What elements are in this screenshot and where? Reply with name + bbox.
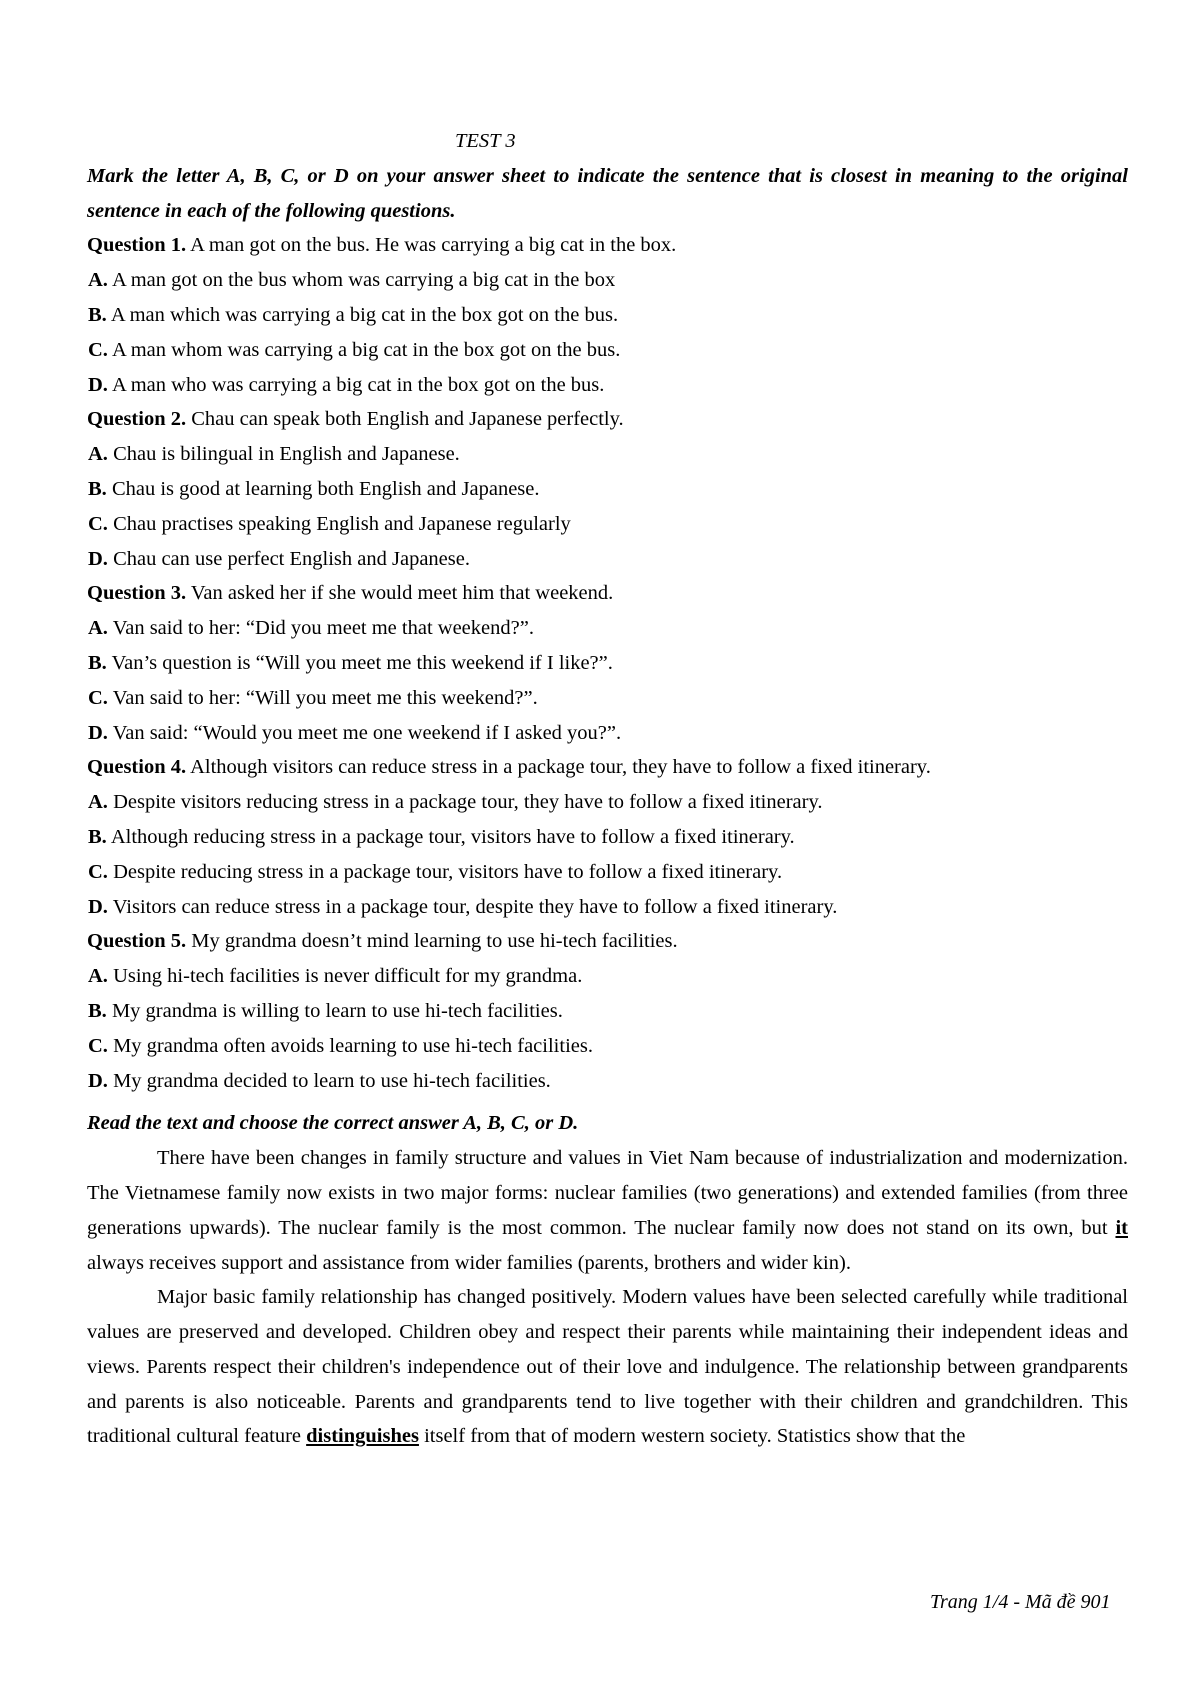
question-label: Question 1. xyxy=(87,234,187,257)
option-text: Van’s question is “Will you meet me this weekend if I like?”. xyxy=(111,651,613,674)
section-instruction: Mark the letter A, B, C, or D on your answer sheet to indicate the sentence that is closest in meaning to the original sentence in each of the following questions. xyxy=(87,164,1128,222)
question-text: Although visitors can reduce stress in a package tour, they have to follow a fixed itinerary. xyxy=(190,756,931,779)
option-letter: A. xyxy=(88,443,108,466)
option-letter: B. xyxy=(88,651,107,674)
answer-option[interactable] xyxy=(87,890,1128,925)
question-label: Question 2. xyxy=(87,408,187,431)
answer-option[interactable] xyxy=(87,507,1128,542)
option-text: A man whom was carrying a big cat in the box got on the bus. xyxy=(111,338,621,361)
option-letter: D. xyxy=(88,1069,108,1092)
option-letter: D. xyxy=(88,373,108,396)
answer-option[interactable] xyxy=(87,716,1128,751)
answer-option[interactable] xyxy=(87,959,1128,994)
underlined-word: distinguishes xyxy=(306,1425,419,1448)
option-text: Despite visitors reducing stress in a package tour, they have to follow a fixed itinerary. xyxy=(113,791,823,814)
underlined-word: it xyxy=(1115,1216,1128,1239)
option-text: Visitors can reduce stress in a package tour, despite they have to follow a fixed itinerary. xyxy=(112,895,838,918)
question-block xyxy=(87,402,1128,576)
reading-paragraph-1 xyxy=(87,1141,1128,1280)
option-text: My grandma is willing to learn to use hi-tech facilities. xyxy=(111,999,563,1022)
answer-option[interactable] xyxy=(87,820,1128,855)
option-letter: A. xyxy=(88,791,108,814)
answer-option[interactable] xyxy=(87,1064,1128,1099)
question-stem xyxy=(87,924,1128,959)
option-text: A man got on the bus whom was carrying a big cat in the box xyxy=(111,269,616,292)
answer-option[interactable] xyxy=(87,333,1128,368)
question-block xyxy=(87,228,1128,402)
question-text: Chau can speak both English and Japanese perfectly. xyxy=(191,408,624,431)
option-letter: C. xyxy=(88,860,108,883)
paragraph-text: There have been changes in family structure and values in Viet Nam because of industrialization and modernization. The Vietnamese family now exists in two major forms: nuclear families (two generations) and extended families (from three generations upwards). The nuclear family is the most common. The nuclear family now does not stand on its own, but xyxy=(87,1147,1128,1239)
question-block xyxy=(87,924,1128,1098)
question-text: My grandma doesn’t mind learning to use hi-tech facilities. xyxy=(191,930,678,953)
answer-option[interactable] xyxy=(87,681,1128,716)
answer-option[interactable] xyxy=(87,472,1128,507)
question-label: Question 4. xyxy=(87,756,187,779)
option-text: A man who was carrying a big cat in the box got on the bus. xyxy=(111,373,605,396)
reading-paragraph-2 xyxy=(87,1280,1128,1454)
option-letter: C. xyxy=(88,1034,108,1057)
option-text: Van said: “Would you meet me one weekend if I asked you?”. xyxy=(112,721,622,744)
question-block xyxy=(87,750,1128,924)
answer-option[interactable] xyxy=(87,368,1128,403)
option-text: Van said to her: “Will you meet me this weekend?”. xyxy=(112,686,538,709)
option-letter: B. xyxy=(88,999,107,1022)
questions-list xyxy=(87,228,1128,1098)
paragraph-text: Major basic family relationship has changed positively. Modern values have been selected carefully while traditional values are preserved and developed. Children obey and respect their parents while maintaining their independent ideas and views. Parents respect their children's independence out of their love and indulgence. The relationship between grandparents and parents is also noticeable. Parents and grandparents tend to live together with their children and grandchildren. This traditional cultural feature xyxy=(87,1286,1128,1448)
answer-option[interactable] xyxy=(87,785,1128,820)
option-text: Van said to her: “Did you meet me that weekend?”. xyxy=(112,617,534,640)
paragraph-text: always receives support and assistance from wider families (parents, brothers and wider kin). xyxy=(87,1251,851,1274)
answer-option[interactable] xyxy=(87,263,1128,298)
question-stem xyxy=(87,228,1128,263)
question-stem xyxy=(87,750,1128,785)
answer-option[interactable] xyxy=(87,298,1128,333)
option-letter: C. xyxy=(88,686,108,709)
option-letter: A. xyxy=(88,269,108,292)
question-label: Question 3. xyxy=(87,582,187,605)
option-letter: B. xyxy=(88,303,107,326)
option-text: Chau practises speaking English and Japanese regularly xyxy=(113,512,571,535)
answer-option[interactable] xyxy=(87,994,1128,1029)
option-letter: C. xyxy=(88,512,108,535)
option-letter: D. xyxy=(88,547,108,570)
answer-option[interactable] xyxy=(87,542,1128,577)
option-text: My grandma decided to learn to use hi-tech facilities. xyxy=(113,1069,551,1092)
option-text: My grandma often avoids learning to use hi-tech facilities. xyxy=(113,1034,593,1057)
option-letter: C. xyxy=(88,338,108,361)
question-stem xyxy=(87,576,1128,611)
question-text: Van asked her if she would meet him that weekend. xyxy=(190,582,614,605)
question-text: A man got on the bus. He was carrying a big cat in the box. xyxy=(190,234,677,257)
option-text: Chau is bilingual in English and Japanese. xyxy=(113,443,460,466)
option-letter: A. xyxy=(88,617,108,640)
option-letter: A. xyxy=(88,965,108,988)
reading-instruction: Read the text and choose the correct answer A, B, C, or D. xyxy=(87,1112,579,1135)
answer-option[interactable] xyxy=(87,1029,1128,1064)
option-letter: B. xyxy=(88,477,107,500)
option-text: A man which was carrying a big cat in the box got on the bus. xyxy=(110,303,619,326)
question-label: Question 5. xyxy=(87,930,187,953)
option-text: Chau is good at learning both English and Japanese. xyxy=(111,477,540,500)
option-letter: D. xyxy=(88,721,108,744)
option-text: Although reducing stress in a package tour, visitors have to follow a fixed itinerary. xyxy=(110,825,795,848)
option-text: Using hi-tech facilities is never difficult for my grandma. xyxy=(113,965,583,988)
answer-option[interactable] xyxy=(87,611,1128,646)
option-letter: B. xyxy=(88,825,107,848)
exam-page xyxy=(87,124,1128,1454)
question-stem xyxy=(87,402,1128,437)
option-letter: D. xyxy=(88,895,108,918)
answer-option[interactable] xyxy=(87,437,1128,472)
answer-option[interactable] xyxy=(87,855,1128,890)
question-block xyxy=(87,576,1128,750)
paragraph-text: itself from that of modern western society. Statistics show that the xyxy=(418,1425,966,1448)
page-footer: Trang 1/4 - Mã đề 901 xyxy=(930,1591,1111,1613)
option-text: Chau can use perfect English and Japanese. xyxy=(113,547,470,570)
test-title: TEST 3 xyxy=(455,130,516,152)
option-text: Despite reducing stress in a package tour, visitors have to follow a fixed itinerary. xyxy=(113,860,783,883)
answer-option[interactable] xyxy=(87,646,1128,681)
